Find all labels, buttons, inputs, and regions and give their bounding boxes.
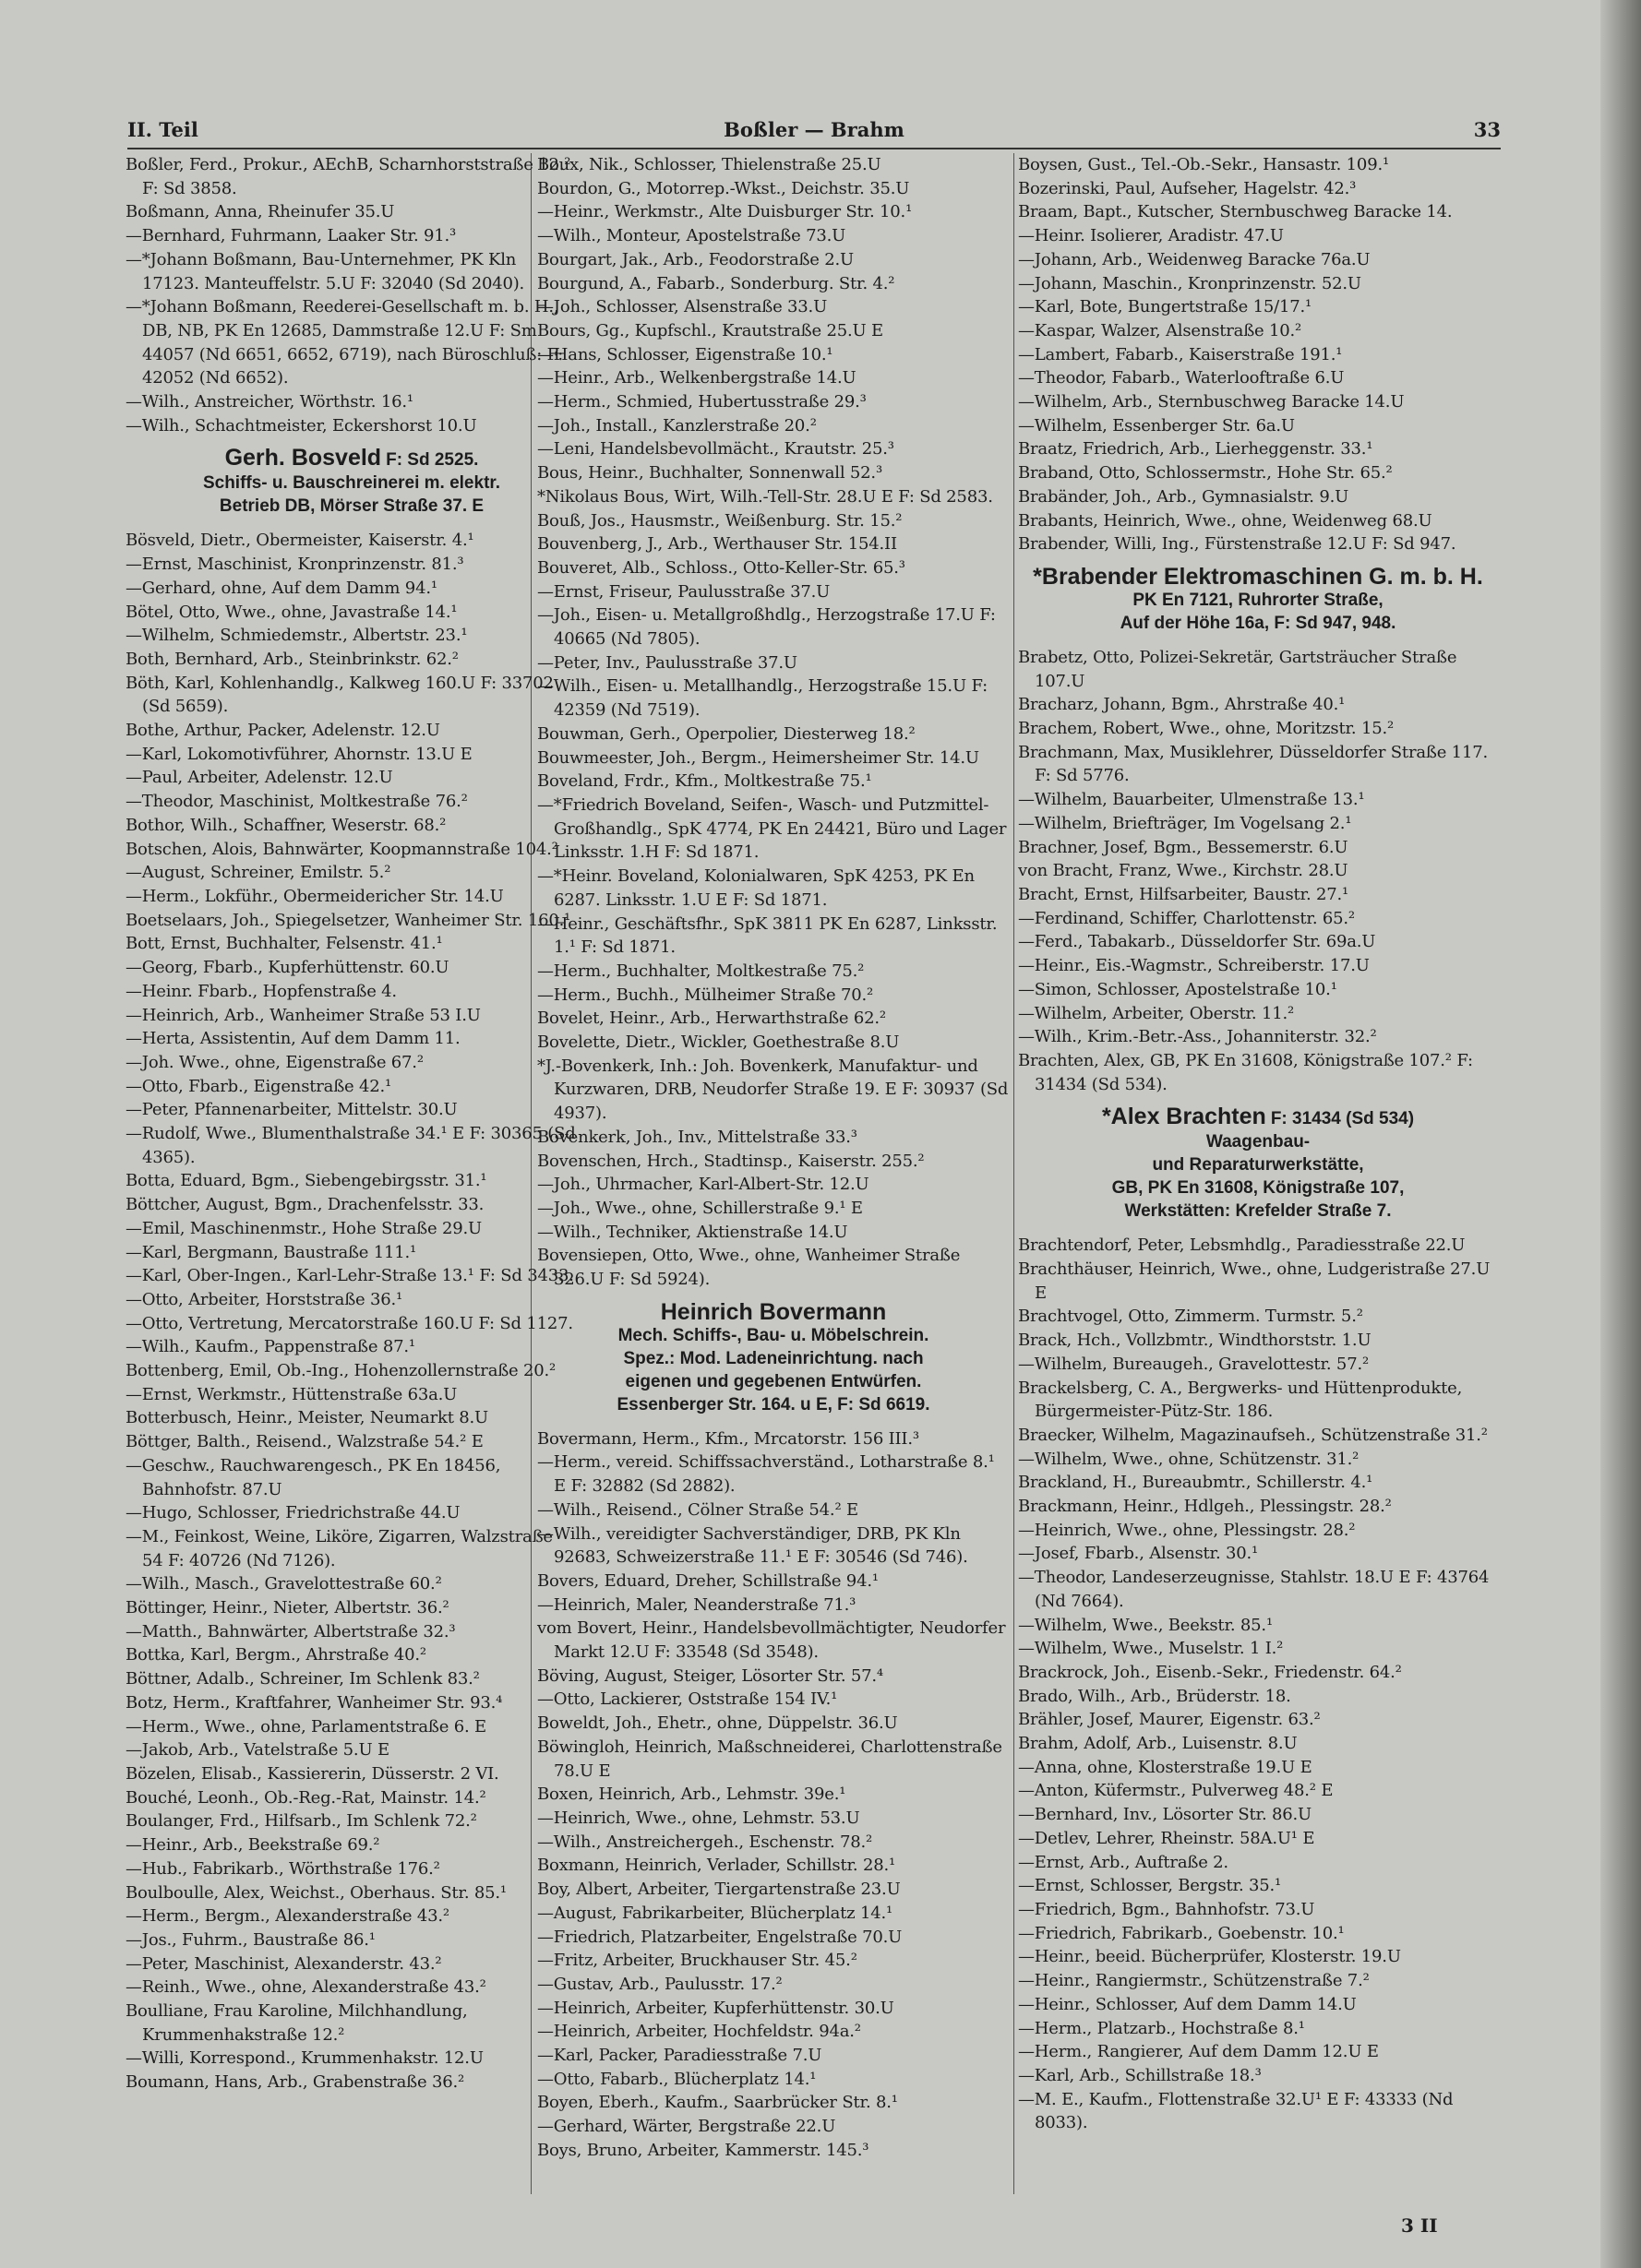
directory-entry: —*Heinr. Boveland, Kolonialwaren, SpK 4253, PK En 6287. Linksstr. 1.U E F: Sd 1871. — [537, 866, 975, 910]
directory-entry: von Bracht, Franz, Wwe., Kirchstr. 28.U — [1018, 861, 1348, 881]
directory-entry: —Ernst, Friseur, Paulusstraße 37.U — [537, 581, 831, 602]
directory-entry: —*Johann Boßmann, Reederei-Gesellschaft m. b. H., DB, NB, PK En 12685, Dammstraße 12.U F: Sm 44057 (Nd 6651, 6652, 6719), nach Büroschluß: F: 42052 (Nd 6652). — [126, 297, 564, 388]
directory-entry: Böttinger, Heinr., Nieter, Albertstr. 36.² — [126, 1598, 449, 1618]
signature-mark: 3 II — [1401, 2214, 1438, 2237]
directory-entry: —Wilhelm, Wwe., Beekstr. 85.¹ — [1018, 1615, 1273, 1635]
directory-entry: —Joh., Uhrmacher, Karl-Albert-Str. 12.U — [537, 1175, 869, 1195]
directory-entry: Brack, Hch., Vollzbmtr., Windthorststr. 1.U — [1018, 1331, 1371, 1351]
running-head: Boßler — Brahm — [724, 118, 904, 141]
directory-entry: —Heinrich, Wwe., ohne, Plessingstr. 28.² — [1018, 1520, 1356, 1540]
ad-line: Werkstätten: Krefelder Straße 7. — [1124, 1201, 1392, 1222]
page-header — [127, 118, 1501, 149]
column-1 — [126, 153, 578, 2095]
directory-entry: Bouwman, Gerh., Operpolier, Diesterweg 18.² — [537, 723, 916, 744]
directory-entry: —Otto, Vertretung, Mercatorstraße 160.U F: Sd 1127. — [126, 1313, 573, 1333]
directory-entry: —Jakob, Arb., Vatelstraße 5.U E — [126, 1740, 389, 1761]
ad-line: Essenberger Str. 164. u E, F: Sd 6619. — [617, 1394, 930, 1415]
ad-phone: F: 31434 (Sd 534) — [1270, 1109, 1415, 1129]
directory-entry: Brabänder, Joh., Arb., Gymnasialstr. 9.U — [1018, 486, 1349, 507]
directory-entry: vom Bovert, Heinr., Handelsbevollmächtigter, Neudorfer Markt 12.U F: 33548 (Sd 3548). — [537, 1618, 1006, 1663]
directory-entry: Bott, Ernst, Buchhalter, Felsenstr. 41.¹ — [126, 934, 443, 954]
directory-entry: Brachmann, Max, Musiklehrer, Düsseldorfer Straße 117. F: Sd 5776. — [1018, 742, 1488, 786]
directory-entry: Bourdon, G., Motorrep.-Wkst., Deichstr. 35.U — [537, 178, 910, 198]
directory-entry: —Georg, Fbarb., Kupferhüttenstr. 60.U — [126, 958, 449, 978]
directory-entry: —Karl, Lokomotivführer, Ahornstr. 13.U E — [126, 744, 473, 764]
directory-entry: Bovenkerk, Joh., Inv., Mittelstraße 33.³ — [537, 1127, 857, 1147]
directory-entry: Bouché, Leonh., Ob.-Reg.-Rat, Mainstr. 14.² — [126, 1787, 486, 1808]
directory-entry: —Herm., Bergm., Alexanderstraße 43.² — [126, 1906, 449, 1927]
directory-entry: —Gerhard, ohne, Auf dem Damm 94.¹ — [126, 578, 437, 598]
directory-entry: Boetselaars, Joh., Spiegelsetzer, Wanheimer Str. 160.¹ — [126, 910, 571, 930]
directory-entry: Boulboulle, Alex, Weichst., Oberhaus. Str. 85.¹ — [126, 1882, 507, 1903]
ad-line: eigenen und gegebenen Entwürfen. — [625, 1371, 922, 1391]
directory-entry: Bothor, Wilh., Schaffner, Weserstr. 68.² — [126, 815, 447, 835]
directory-entry: —Karl, Ober-Ingen., Karl-Lehr-Straße 13.¹ F: Sd 3433. — [126, 1266, 574, 1286]
directory-entry: Braatz, Friedrich, Arb., Lierheggenstr. 33.¹ — [1018, 439, 1373, 460]
directory-entry: —Wilh., Eisen- u. Metallhandlg., Herzogstraße 15.U F: 42359 (Nd 7519). — [537, 676, 988, 721]
directory-entry: —Wilhelm, Bureaugeh., Gravelottestr. 57.² — [1018, 1354, 1369, 1374]
directory-entry: —Leni, Handelsbevollmächt., Krautstr. 25.³ — [537, 439, 894, 460]
directory-entry: Bovelette, Dietr., Wickler, Goethestraße 8.U — [537, 1033, 900, 1053]
directory-entry: —Herm., vereid. Schiffssachverständ., Lotharstraße 8.¹ E F: 32882 (Sd 2882). — [537, 1452, 995, 1497]
directory-entry: Both, Bernhard, Arb., Steinbrinkstr. 62.² — [126, 649, 459, 669]
directory-entry: Bötel, Otto, Wwe., ohne, Javastraße 14.¹ — [126, 602, 458, 622]
directory-entry: —Heinr., Arb., Welkenbergstraße 14.U — [537, 368, 856, 388]
directory-entry: —Herm., Buchh., Mülheimer Straße 70.² — [537, 985, 874, 1005]
directory-entry: —Joh., Install., Kanzlerstraße 20.² — [537, 415, 817, 436]
directory-entry: Braband, Otto, Schlossermstr., Hohe Str. 65.² — [1018, 463, 1393, 483]
directory-entry: —Ernst, Schlosser, Bergstr. 35.¹ — [1018, 1876, 1282, 1896]
directory-entry: Brado, Wilh., Arb., Brüderstr. 18. — [1018, 1686, 1291, 1706]
page-number: 33 — [1473, 118, 1501, 141]
directory-entry: —Herm., Platzarb., Hochstraße 8.¹ — [1018, 2018, 1305, 2038]
directory-entry: Boyen, Eberh., Kaufm., Saarbrücker Str. 8.¹ — [537, 2093, 898, 2113]
directory-entry: —Heinr. Fbarb., Hopfenstraße 4. — [126, 981, 397, 1001]
directory-entry: Böttger, Balth., Reisend., Walzstraße 54.² E — [126, 1432, 484, 1452]
directory-entry: Bösveld, Dietr., Obermeister, Kaiserstr. 4.¹ — [126, 531, 474, 551]
directory-entry: —Heinr., beeid. Bücherprüfer, Klosterstr. 19.U — [1018, 1947, 1401, 1967]
directory-entry: Boveland, Frdr., Kfm., Moltkestraße 75.¹ — [537, 771, 872, 792]
header-rule — [127, 148, 1501, 149]
directory-entry: Bouwmeester, Joh., Bergm., Heimersheimer Str. 14.U — [537, 747, 979, 768]
directory-entry: —Heinr., Arb., Beekstraße 69.² — [126, 1835, 380, 1856]
directory-entry: Braam, Bapt., Kutscher, Sternbuschweg Baracke 14. — [1018, 202, 1453, 222]
directory-entry: Botz, Herm., Kraftfahrer, Wanheimer Str. 93.⁴ — [126, 1692, 503, 1713]
directory-entry: —August, Schreiner, Emilstr. 5.² — [126, 863, 391, 883]
directory-entry: —Herm., Wwe., ohne, Parlamentstraße 6. E — [126, 1716, 486, 1737]
directory-entry: Brabender, Willi, Ing., Fürstenstraße 12.U F: Sd 947. — [1018, 534, 1456, 555]
directory-entry: —Anna, ohne, Klosterstraße 19.U E — [1018, 1757, 1312, 1777]
directory-entry: Bottka, Karl, Bergm., Ahrstraße 40.² — [126, 1645, 426, 1665]
directory-entry: —Johann, Maschin., Kronprinzenstr. 52.U — [1018, 273, 1361, 293]
directory-entry: Brabants, Heinrich, Wwe., ohne, Weidenweg 68.U — [1018, 510, 1432, 531]
directory-entry: —Ernst, Werkmstr., Hüttenstraße 63a.U — [126, 1384, 458, 1404]
directory-entry: —Joh., Schlosser, Alsenstraße 33.U — [537, 297, 828, 317]
directory-entry: Boys, Bruno, Arbeiter, Kammerstr. 145.³ — [537, 2140, 869, 2160]
directory-entry: —Fritz, Arbeiter, Bruckhauser Str. 45.² — [537, 1951, 857, 1971]
directory-entry: —Hub., Fabrikarb., Wörthstraße 176.² — [126, 1858, 440, 1879]
ad-phone: F: Sd 2525. — [386, 450, 479, 471]
directory-entry: —August, Fabrikarbeiter, Blücherplatz 14.¹ — [537, 1903, 893, 1923]
directory-entry: Bozerinski, Paul, Aufseher, Hagelstr. 42.³ — [1018, 178, 1357, 198]
directory-entry: —Heinrich, Wwe., ohne, Lehmstr. 53.U — [537, 1808, 860, 1828]
directory-entry: Braecker, Wilhelm, Magazinaufseh., Schützenstraße 31.² — [1018, 1425, 1488, 1445]
ad-line: PK En 7121, Ruhrorter Straße, — [1132, 590, 1383, 610]
directory-entry: —Wilhelm, Schmiedemstr., Albertstr. 23.¹ — [126, 626, 468, 646]
column-divider — [1013, 153, 1014, 2194]
directory-entry: —Karl, Arb., Schillstraße 18.³ — [1018, 2065, 1262, 2085]
directory-entry: —Wilhelm, Briefträger, Im Vogelsang 2.¹ — [1018, 813, 1352, 833]
ad-line: und Reparaturwerkstätte, — [1152, 1155, 1364, 1176]
directory-entry: —Heinrich, Arb., Wanheimer Straße 53 I.U — [126, 1005, 481, 1025]
directory-entry: Botterbusch, Heinr., Meister, Neumarkt 8.U — [126, 1408, 488, 1428]
directory-entry: Boßmann, Anna, Rheinufer 35.U — [126, 202, 395, 222]
ad-title: *Brabender Elektromaschinen G. m. b. H. — [1033, 563, 1483, 590]
directory-entry: —Wilhelm, Essenberger Str. 6a.U — [1018, 415, 1295, 436]
directory-entry: —Josef, Fbarb., Alsenstr. 30.¹ — [1018, 1544, 1259, 1564]
directory-entry: —Herm., Buchhalter, Moltkestraße 75.² — [537, 961, 865, 981]
directory-entry: —Joh., Wwe., ohne, Schillerstraße 9.¹ E — [537, 1198, 863, 1218]
directory-entry: —Wilh., Anstreicher, Wörthstr. 16.¹ — [126, 392, 413, 412]
directory-entry: —*Johann Boßmann, Bau-Unternehmer, PK Kln 17123. Manteuffelstr. 5.U F: 32040 (Sd 2040). — [126, 249, 525, 293]
directory-entry: —Otto, Lackierer, Oststraße 154 IV.¹ — [537, 1689, 838, 1710]
directory-entry: —Wilhelm, Bauarbeiter, Ulmenstraße 13.¹ — [1018, 790, 1365, 810]
directory-entry: —Theodor, Landeserzeugnisse, Stahlstr. 18.U E F: 43764 (Nd 7664). — [1018, 1568, 1490, 1611]
directory-entry: —Bernhard, Fuhrmann, Laaker Str. 91.³ — [126, 226, 457, 246]
directory-entry: —Detlev, Lehrer, Rheinstr. 58A.U¹ E — [1018, 1828, 1315, 1848]
ad-line: Mech. Schiffs-, Bau- u. Möbelschrein. — [617, 1325, 929, 1345]
directory-entry: —*Friedrich Boveland, Seifen-, Wasch- und Putzmittel-Großhandlg., SpK 4774, PK En 24421, Büro und Lager Linksstr. 1.H F: Sd 1871. — [537, 794, 1007, 863]
directory-entry: —Joh., Eisen- u. Metallgroßhdlg., Herzogstraße 17.U F: 40665 (Nd 7805). — [537, 605, 996, 650]
directory-entry: Böth, Karl, Kohlenhandlg., Kalkweg 160.U F: 33702 (Sd 5659). — [126, 673, 554, 717]
directory-entry: —M., Feinkost, Weine, Liköre, Zigarren, Walzstraße 54 F: 40726 (Nd 7126). — [126, 1526, 553, 1570]
column-3 — [1018, 153, 1498, 2135]
directory-entry: Bourgart, Jak., Arb., Feodorstraße 2.U — [537, 249, 855, 269]
directory-entry: Bracht, Ernst, Hilfsarbeiter, Baustr. 27.¹ — [1018, 884, 1349, 904]
ad-line: Auf der Höhe 16a, F: Sd 947, 948. — [1120, 613, 1396, 633]
directory-entry: Bouveret, Alb., Schloss., Otto-Keller-Str. 65.³ — [537, 557, 905, 578]
directory-entry: —Johann, Arb., Weidenweg Baracke 76a.U — [1018, 249, 1371, 269]
directory-entry: —Ernst, Arb., Auftraße 2. — [1018, 1852, 1228, 1872]
directory-entry: —Matth., Bahnwärter, Albertstraße 32.³ — [126, 1621, 456, 1641]
directory-entry: —Emil, Maschinenmstr., Hohe Straße 29.U — [126, 1218, 482, 1238]
directory-entry: Bovensiepen, Otto, Wwe., ohne, Wanheimer Straße 326.U F: Sd 5924). — [537, 1246, 961, 1290]
directory-entry: —Herm., Schmied, Hubertusstraße 29.³ — [537, 392, 867, 412]
directory-entry: —Heinr., Rangiermstr., Schützenstraße 7.² — [1018, 1971, 1370, 1991]
directory-entry: —Theodor, Maschinist, Moltkestraße 76.² — [126, 792, 468, 812]
directory-entry: Brackmann, Heinr., Hdlgeh., Plessingstr. 28.² — [1018, 1497, 1392, 1517]
directory-entry: Brachem, Robert, Wwe., ohne, Moritzstr. 15.² — [1018, 719, 1395, 739]
ad-line: Betrieb DB, Mörser Straße 37. E — [219, 496, 485, 517]
directory-entry: Bours, Gg., Kupfschl., Krautstraße 25.U E — [537, 320, 883, 340]
directory-entry: Böving, August, Steiger, Lösorter Str. 57.⁴ — [537, 1665, 883, 1686]
directory-entry: Boulanger, Frd., Hilfsarb., Im Schlenk 72.² — [126, 1811, 477, 1832]
directory-entry: —Geschw., Rauchwarengesch., PK En 18456, Bahnhofstr. 87.U — [126, 1455, 501, 1499]
directory-entry: Boumann, Hans, Arb., Grabenstraße 36.² — [126, 2072, 465, 2093]
directory-entry: —Heinr. Isolierer, Aradistr. 47.U — [1018, 226, 1284, 246]
ad-brabender — [1018, 563, 1498, 635]
directory-entry: Brachten, Alex, GB, PK En 31608, Königstraße 107.² F: 31434 (Sd 534). — [1018, 1050, 1473, 1094]
ad-line: Schiffs- u. Bauschreinerei m. elektr. — [202, 473, 501, 494]
ad-line: Spez.: Mod. Ladeneinrichtung. nach — [623, 1348, 924, 1368]
directory-entry: Brachtvogel, Otto, Zimmerm. Turmstr. 5.² — [1018, 1307, 1363, 1327]
directory-entry: —Heinrich, Arbeiter, Kupferhüttenstr. 30.U — [537, 1998, 894, 2018]
directory-entry: —Ernst, Maschinist, Kronprinzenstr. 81.³ — [126, 555, 464, 575]
directory-entry: —Karl, Bote, Bungertstraße 15/17.¹ — [1018, 297, 1312, 317]
directory-entry: Bözelen, Elisab., Kassiererin, Düsserstr. 2 VI. — [126, 1764, 499, 1784]
directory-entry: Brähler, Josef, Maurer, Eigenstr. 63.² — [1018, 1710, 1321, 1730]
directory-entry: Boxen, Heinrich, Arb., Lehmstr. 39e.¹ — [537, 1785, 846, 1805]
directory-entry: —Wilhelm, Wwe., Muselstr. 1 I.² — [1018, 1639, 1284, 1659]
directory-entry: —Friedrich, Platzarbeiter, Engelstraße 70.U — [537, 1927, 903, 1947]
directory-entry: —Herta, Assistentin, Auf dem Damm 11. — [126, 1029, 461, 1049]
directory-entry: —Kaspar, Walzer, Alsenstraße 10.² — [1018, 320, 1302, 340]
directory-entry: —Wilh., Krim.-Betr.-Ass., Johanniterstr. 32.² — [1018, 1027, 1377, 1047]
directory-entry: Botschen, Alois, Bahnwärter, Koopmannstraße 104.² — [126, 839, 558, 859]
directory-entry: —Peter, Inv., Paulusstraße 37.U — [537, 652, 797, 673]
directory-entry: Boweldt, Joh., Ehetr., ohne, Düppelstr. 36.U — [537, 1713, 898, 1734]
directory-entry: —Willi, Korrespond., Krummenhakstr. 12.U — [126, 2048, 484, 2069]
directory-entry: Bottenberg, Emil, Ob.-Ing., Hohenzollernstraße 20.² — [126, 1361, 557, 1381]
directory-entry: Brackland, H., Bureaubmtr., Schillerstr. 4.¹ — [1018, 1473, 1373, 1493]
directory-entry: Boßler, Ferd., Prokur., AEchB, Scharnhorststraße 12.² F: Sd 3858. — [126, 155, 571, 198]
directory-entry: Bothe, Arthur, Packer, Adelenstr. 12.U — [126, 721, 440, 741]
directory-entry: Boysen, Gust., Tel.-Ob.-Sekr., Hansastr. 109.¹ — [1018, 155, 1389, 174]
directory-entry: —Wilh., Anstreichergeh., Eschenstr. 78.² — [537, 1832, 873, 1852]
directory-entry: —Friedrich, Bgm., Bahnhofstr. 73.U — [1018, 1900, 1315, 1919]
directory-entry: Böttner, Adalb., Schreiner, Im Schlenk 83.² — [126, 1669, 480, 1689]
directory-entry: —Paul, Arbeiter, Adelenstr. 12.U — [126, 768, 393, 788]
directory-entry: Brackelsberg, C. A., Bergwerks- und Hüttenprodukte, Bürgermeister-Pütz-Str. 186. — [1018, 1378, 1463, 1422]
directory-entry: Brackrock, Joh., Eisenb.-Sekr., Friedenstr. 64.² — [1018, 1662, 1402, 1682]
directory-entry: —Jos., Fuhrm., Baustraße 86.¹ — [126, 1929, 376, 1950]
directory-entry: Boulliane, Frau Karoline, Milchhandlung, Krummenhakstraße 12.² — [126, 2001, 468, 2045]
directory-entry: Brachner, Josef, Bgm., Bessemerstr. 6.U — [1018, 837, 1348, 857]
directory-entry: —Wilh., vereidigter Sachverständiger, DRB, PK Kln 92683, Schweizerstraße 11.¹ E F: 30546 (Sd 746). — [537, 1523, 968, 1568]
directory-entry: —Heinr., Eis.-Wagmstr., Schreiberstr. 17.U — [1018, 956, 1370, 976]
directory-entry: —Otto, Arbeiter, Horststraße 36.¹ — [126, 1289, 403, 1309]
page-edge-shadow — [1600, 0, 1641, 2268]
directory-entry: Bovers, Eduard, Dreher, Schillstraße 94.¹ — [537, 1570, 879, 1591]
directory-entry: —Herm., Rangierer, Auf dem Damm 12.U E — [1018, 2042, 1379, 2062]
directory-entry: —Peter, Maschinist, Alexanderstr. 43.² — [126, 1953, 442, 1974]
directory-entry: Bouß, Jos., Hausmstr., Weißenburg. Str. 15.² — [537, 510, 903, 531]
directory-entry: Boux, Nik., Schlosser, Thielenstraße 25.U — [537, 155, 881, 174]
directory-entry: —Wilh., Schachtmeister, Eckershorst 10.U — [126, 415, 477, 436]
directory-entry: —Wilhelm, Arbeiter, Oberstr. 11.² — [1018, 1003, 1295, 1023]
directory-entry: —Heinr., Werkmstr., Alte Duisburger Str. 10.¹ — [537, 202, 913, 222]
directory-entry: Brachtendorf, Peter, Lebsmhdlg., Paradiesstraße 22.U — [1018, 1235, 1466, 1256]
directory-entry: *J.-Bovenkerk, Inh.: Joh. Bovenkerk, Manufaktur- und Kurzwaren, DRB, Neudorfer Straße 19. E F: 30937 (Sd 4937). — [537, 1056, 1009, 1124]
directory-entry: —Otto, Fabarb., Blücherplatz 14.¹ — [537, 2069, 817, 2089]
directory-entry: —Heinrich, Maler, Neanderstraße 71.³ — [537, 1594, 856, 1615]
directory-entry: —Hans, Schlosser, Eigenstraße 10.¹ — [537, 344, 833, 364]
directory-entry: Böwingloh, Heinrich, Maßschneiderei, Charlottenstraße 78.U E — [537, 1737, 1002, 1781]
directory-entry: Bouvenberg, J., Arb., Werthauser Str. 154.II — [537, 534, 897, 555]
ad-title: *Alex Brachten — [1101, 1104, 1266, 1130]
directory-entry: —Heinr., Geschäftsfhr., SpK 3811 PK En 6287, Linksstr. 1.¹ F: Sd 1871. — [537, 913, 998, 958]
directory-entry: Bracharz, Johann, Bgm., Ahrstraße 40.¹ — [1018, 695, 1346, 715]
directory-entry: —Wilh., Kaufm., Pappenstraße 87.¹ — [126, 1337, 415, 1357]
ad-title: Gerh. Bosveld — [224, 445, 382, 472]
directory-entry: Brachthäuser, Heinrich, Wwe., ohne, Ludgeristraße 27.U E — [1018, 1259, 1491, 1303]
directory-entry: —Bernhard, Inv., Lösorter Str. 86.U — [1018, 1805, 1312, 1825]
directory-entry: —Otto, Fbarb., Eigenstraße 42.¹ — [126, 1076, 392, 1096]
ad-brachten — [1018, 1105, 1498, 1223]
directory-entry: —Ferdinand, Schiffer, Charlottenstr. 65.² — [1018, 908, 1355, 928]
directory-entry: —Simon, Schlosser, Apostelstraße 10.¹ — [1018, 979, 1337, 999]
directory-entry: —M. E., Kaufm., Flottenstraße 32.U¹ E F: 43333 (Nd 8033). — [1018, 2089, 1454, 2133]
directory-entry: —Heinrich, Arbeiter, Hochfeldstr. 94a.² — [537, 2022, 861, 2042]
ad-bosveld — [126, 447, 578, 518]
directory-entry: —Anton, Küfermstr., Pulverweg 48.² E — [1018, 1781, 1334, 1801]
directory-entry: —Wilh., Monteur, Apostelstraße 73.U — [537, 226, 846, 246]
directory-entry: —Ferd., Tabakarb., Düsseldorfer Str. 69a.U — [1018, 932, 1376, 952]
directory-entry: *Nikolaus Bous, Wirt, Wilh.-Tell-Str. 28.U E F: Sd 2583. — [537, 486, 993, 507]
directory-entry: —Rudolf, Wwe., Blumenthalstraße 34.¹ E F: 30365 (Sd 4365). — [126, 1124, 576, 1167]
directory-entry: —Reinh., Wwe., ohne, Alexanderstraße 43.² — [126, 1977, 486, 1998]
directory-entry: Bovelet, Heinr., Arb., Herwarthstraße 62.² — [537, 1009, 886, 1029]
directory-entry: —Peter, Pfannenarbeiter, Mittelstr. 30.U — [126, 1100, 458, 1120]
directory-entry: Boy, Albert, Arbeiter, Tiergartenstraße 23.U — [537, 1880, 901, 1900]
section-label: II. Teil — [127, 118, 198, 141]
directory-entry: —Wilh., Masch., Gravelottestraße 60.² — [126, 1574, 442, 1594]
directory-entry: Bous, Heinr., Buchhalter, Sonnenwall 52.³ — [537, 463, 882, 483]
directory-entry: Brahm, Adolf, Arb., Luisenstr. 8.U — [1018, 1734, 1298, 1754]
directory-entry: —Wilh., Techniker, Aktienstraße 14.U — [537, 1222, 848, 1242]
ad-line: GB, PK En 31608, Königstraße 107, — [1111, 1178, 1405, 1199]
directory-entry: —Joh. Wwe., ohne, Eigenstraße 67.² — [126, 1052, 424, 1072]
directory-entry: —Wilh., Reisend., Cölner Straße 54.² E — [537, 1499, 858, 1520]
directory-entry: —Gustav, Arb., Paulusstr. 17.² — [537, 1974, 783, 1994]
directory-entry: —Wilhelm, Wwe., ohne, Schützenstr. 31.² — [1018, 1449, 1360, 1469]
directory-entry: —Theodor, Fabarb., Waterlooftraße 6.U — [1018, 368, 1345, 388]
ad-bovermann — [537, 1298, 1010, 1416]
directory-entry: Bovermann, Herm., Kfm., Mrcatorstr. 156 III.³ — [537, 1428, 919, 1449]
directory-entry: Böttcher, August, Bgm., Drachenfelsstr. 33. — [126, 1195, 485, 1215]
directory-entry: —Wilhelm, Arb., Sternbuschweg Baracke 14.U — [1018, 392, 1405, 412]
directory-entry: —Karl, Bergmann, Baustraße 111.¹ — [126, 1242, 417, 1262]
directory-entry: —Gerhard, Wärter, Bergstraße 22.U — [537, 2117, 836, 2137]
ad-title: Heinrich Bovermann — [660, 1298, 887, 1325]
column-2 — [537, 153, 1010, 2163]
directory-entry: Botta, Eduard, Bgm., Siebengebirgsstr. 31.¹ — [126, 1171, 487, 1191]
directory-entry: —Karl, Packer, Paradiesstraße 7.U — [537, 2046, 822, 2066]
directory-entry: —Heinr., Schlosser, Auf dem Damm 14.U — [1018, 1994, 1357, 2014]
directory-entry: —Herm., Lokführ., Obermeidericher Str. 14.U — [126, 886, 504, 906]
directory-entry: —Friedrich, Fabrikarb., Goebenstr. 10.¹ — [1018, 1923, 1345, 1943]
directory-entry: Bourgund, A., Fabarb., Sonderburg. Str. 4.² — [537, 273, 895, 293]
directory-entry: —Hugo, Schlosser, Friedrichstraße 44.U — [126, 1503, 461, 1523]
directory-entry: —Lambert, Fabarb., Kaiserstraße 191.¹ — [1018, 344, 1343, 364]
ad-line: Waagenbau- — [1205, 1132, 1311, 1152]
directory-entry: Brabetz, Otto, Polizei-Sekretär, Gartsträucher Straße 107.U — [1018, 647, 1457, 691]
directory-entry: Boxmann, Heinrich, Verlader, Schillstr. 28.¹ — [537, 1856, 896, 1876]
directory-entry: Bovenschen, Hrch., Stadtinsp., Kaiserstr. 255.² — [537, 1151, 925, 1171]
